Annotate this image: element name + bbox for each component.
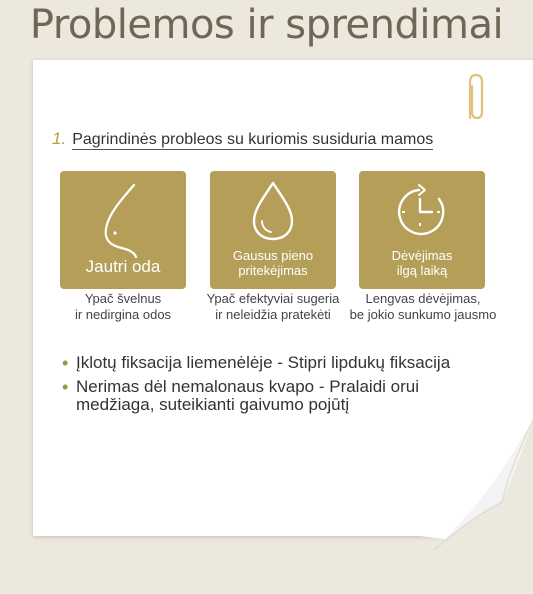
card-milk-leakage [210, 171, 336, 289]
caption-line2: ir nedirgina odos [74, 307, 172, 322]
list-item [62, 354, 512, 372]
list-item-line1: Įklotų fiksacija liemenėlėje - Stipri lipdukų fiksacija [76, 353, 451, 372]
caption-line1: Lengvas dėvėjimas, [365, 291, 481, 306]
caption-line1: Ypač švelnus [84, 291, 162, 306]
solutions-list [62, 354, 512, 420]
card-caption [343, 291, 503, 323]
card-caption [43, 291, 203, 323]
bullet-dot-icon: • [62, 353, 69, 373]
list-item [62, 378, 512, 414]
caption-line2: be jokio sunkumo jausmo [349, 307, 497, 322]
card-label-line2: ilgą laiką [396, 263, 448, 278]
section-number: 1. [52, 129, 67, 148]
card-label-line1: Gausus pieno [232, 248, 314, 263]
bullet-dot-icon: • [62, 377, 69, 397]
card-label-line2: pritekėjimas [238, 263, 308, 278]
section-heading [52, 129, 433, 149]
section-heading-text: Pagrindinės probleos su kuriomis susiduria mamos [72, 131, 434, 148]
page-title: Problemos ir sprendimai [29, 2, 504, 48]
page-curl [420, 420, 533, 550]
card-sensitive-skin [60, 171, 186, 289]
list-item-line2: medžiaga, suteikianti gaivumo pojūtį [76, 395, 350, 414]
list-item-line1: Nerimas dėl nemalonaus kvapo - Pralaidi orui [76, 377, 419, 396]
caption-line1: Ypač efektyviai sugeria [206, 291, 340, 306]
caption-line2: ir neleidžia pratekėti [215, 307, 331, 322]
card-label: Jautri oda [85, 257, 161, 276]
card-long-wear [359, 171, 485, 289]
card-label-line1: Dėvėjimas [391, 248, 453, 263]
paperclip-icon [462, 72, 488, 122]
card-caption [193, 291, 353, 323]
